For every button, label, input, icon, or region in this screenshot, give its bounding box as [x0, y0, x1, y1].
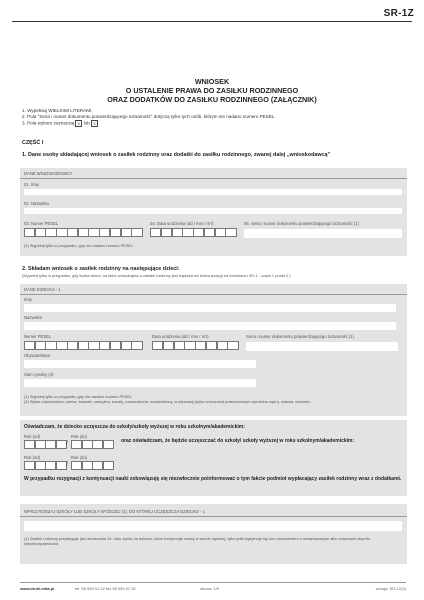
instruction-3: 3. Pola wyboru zaznaczaj V lub X [22, 120, 412, 127]
child-header: DANE DZIECKA - 1 [24, 287, 61, 292]
question-1: 1. Dane osoby składającej wniosek o zasiłek rodzinny oraz dodatki do zasiłku rodzinnego, zwanej dalej „wnioskodawcą” [22, 152, 331, 158]
applicant-dob-input[interactable] [150, 228, 236, 237]
school-year-to-label: Rok (do) [71, 434, 88, 439]
child-first-name-label: Imię [24, 297, 32, 302]
question-2: 2. Składam wniosek o zasiłek rodzinny na następujące dzieci: [22, 266, 180, 272]
applicant-first-name-input[interactable] [24, 189, 402, 195]
child-last-name-input[interactable] [24, 322, 396, 330]
checkbox-x-example: X [91, 120, 98, 127]
school-statement: oraz oświadczam, że będzie uczęszczać do szkoły/ szkoły wyższej w roku szkolnym/akademickim: [121, 438, 355, 444]
school-name-input[interactable] [24, 521, 402, 531]
applicant-header: DANE WNIOSKODAWCY [24, 171, 73, 176]
next-year-to-label: Rok (do) [71, 455, 88, 460]
footer-phone: tel. 58 559 01 52 fax 58 559 01 30 [75, 586, 136, 591]
child-marital-input[interactable] [24, 379, 256, 387]
child-header-divider [20, 294, 407, 295]
child-pesel-input[interactable] [24, 341, 142, 350]
school-year-from-input[interactable] [24, 440, 66, 449]
school-name-header: WPISZ RODZAJ SZKOŁY LUB SZKOŁY WYŻSZEJ (1), DO KTÓREJ UCZĘSZCZA DZIECKO - 1 [24, 509, 205, 514]
instruction-2: 2. Pola "Seria i numer dokumentu potwierdzającego tożsamość" dotyczą tylko tych osób, którym nie nadano numeru PESEL. [22, 114, 276, 119]
header-divider [12, 21, 412, 22]
child-marital-label: Stan cywilny (2) [24, 372, 54, 377]
next-year-from-label: Rok (od) [24, 455, 41, 460]
title-line-2: O USTALENIE PRAWA DO ZASIŁKU RODZINNEGO [125, 86, 299, 95]
footer-divider [20, 582, 406, 583]
child-citizenship-input[interactable] [24, 360, 256, 368]
child-footnote-1: (1) Wypełnij tylko w przypadku gdy nie nadano numeru PESEL [24, 394, 133, 399]
question-2-subtext: (Wypełnij tylko w przypadku, gdy liczba dzieci, na które wnioskujesz o zasiłek rodzinny jest większa niż liczba pozycji na formularzu SR-1 - część I, punkt 2.) [22, 273, 291, 278]
applicant-dob-label: 04. Data urodzenia (dd / mm / rrrr) [150, 221, 214, 226]
checkbox-v-example: V [75, 120, 82, 127]
applicant-id-doc-label: 05. Seria i numer dokumentu potwierdzającego tożsamość (1) [244, 221, 359, 226]
year-separator: / [66, 441, 68, 447]
child-citizenship-label: Obywatelstwo [24, 353, 51, 358]
applicant-pesel-input[interactable] [24, 228, 142, 237]
instructions [22, 108, 412, 127]
form-code: SR-1Z [383, 8, 414, 19]
footer-site: www.druki-mita.pl [20, 586, 55, 591]
child-first-name-input[interactable] [24, 304, 396, 312]
child-pesel-label: Numer PESEL [24, 334, 52, 339]
applicant-id-doc-input[interactable] [244, 229, 402, 238]
school-year-from-label: Rok (od) [24, 434, 41, 439]
child-footnote-2: (2) Wpisz odpowiednio: panna, kawaler, zamężna, żonaty, rozwiedziona, rozwiedziony, w separacji (tylko orzeczonej prawomocnym wyrokiem sądu), wdowa, wdowiec. [24, 399, 312, 404]
child-id-doc-label: Seria i numer dokumentu potwierdzającego tożsamość (1) [246, 334, 354, 339]
applicant-pesel-label: 03. Numer PESEL [24, 221, 59, 226]
applicant-last-name-input[interactable] [24, 208, 402, 214]
applicant-header-divider [20, 178, 407, 179]
school-warning: W przypadku rezygnacji z kontynuacji nauki zobowiązuję się niezwłocznie poinformować o tym fakcie podmiot wypłacający zasiłek rodzinny wraz z dodatkami. [24, 476, 402, 482]
instruction-1: 1. Wypełniaj WIELKIMI LITERAMI. [22, 108, 93, 113]
next-year-from-input[interactable] [24, 461, 66, 470]
school-name-footnote: (1) Zasiłek rodzinny przysługuje (do ukończenia 24. roku życia) na dziecko, które kontynuuje naukę w szkole wyższej, tylko jeśli legitymuje się ono orzeczeniem o umiarkowanym albo znacznym stopniu niepełnosprawności. [24, 536, 370, 546]
school-name-header-divider [20, 516, 407, 517]
part-1-heading: CZĘŚĆ I [22, 140, 44, 146]
title-line-1: WNIOSEK [194, 77, 230, 86]
footer-page: strona: 1/8 [200, 586, 219, 591]
child-last-name-label: Nazwisko [24, 315, 42, 320]
school-year-to-input[interactable] [71, 440, 113, 449]
child-id-doc-input[interactable] [246, 342, 398, 351]
applicant-footnote: (1) Wypełnij tylko w przypadku, gdy nie nadano numeru PESEL. [24, 243, 135, 248]
applicant-first-name-label: 01. Imię [24, 182, 39, 187]
child-footnotes [24, 394, 402, 404]
form-title [0, 77, 424, 104]
title-line-3: ORAZ DODATKÓW DO ZASIŁKU RODZINNEGO (ZAŁĄCZNIK) [107, 95, 317, 104]
child-dob-label: Data urodzenia (dd / mm / rrrr) [152, 334, 209, 339]
child-dob-input[interactable] [152, 341, 238, 350]
applicant-last-name-label: 02. Nazwisko [24, 201, 49, 206]
next-year-to-input[interactable] [71, 461, 113, 470]
school-heading: Oświadczam, że dziecko uczęszcza do szkoły/szkoły wyższej w roku szkolnym/akademickim: [24, 424, 245, 430]
footer-version: wersja: SR-1Z(3) [375, 586, 406, 591]
next-year-separator: / [66, 462, 68, 468]
